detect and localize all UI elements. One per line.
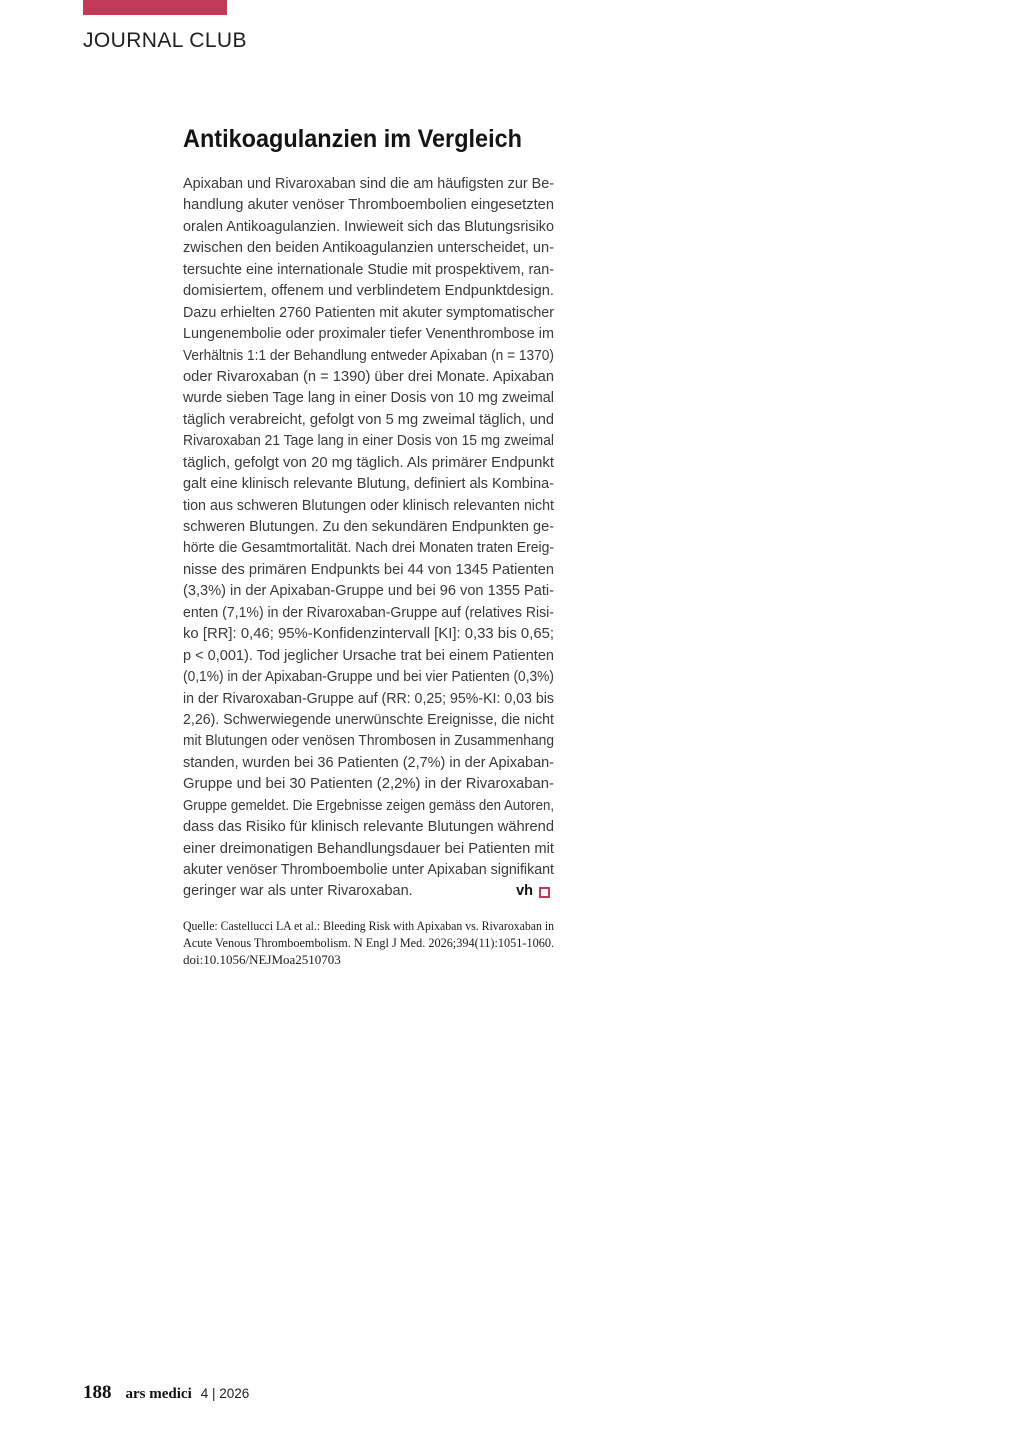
body-line: Gruppe gemeldet. Die Ergebnisse zeigen gemäss den Autoren, xyxy=(183,797,554,814)
closing-line-row xyxy=(183,881,554,902)
citation-line: Acute Venous Thromboembolism. N Engl J Med. 2026;394(11):1051-1060. xyxy=(183,935,554,950)
citation-line: Quelle: Castellucci LA et al.: Bleeding Risk with Apixaban vs. Rivaroxaban in xyxy=(183,918,554,933)
page-footer xyxy=(83,1382,249,1404)
journal-name: ars medici xyxy=(125,1386,192,1402)
author-initials: vh xyxy=(516,883,533,900)
source-citation xyxy=(183,917,554,968)
page-number: 188 xyxy=(83,1382,112,1403)
body-line: 2,26). Schwerwiegende unerwünschte Ereignisse, die nicht xyxy=(183,711,554,728)
article-title-text: Antikoagulanzien im Vergleich xyxy=(183,125,522,153)
body-line: p < 0,001). Tod jeglicher Ursache trat bei einem Patienten xyxy=(183,647,554,664)
body-line: hörte die Gesamtmortalität. Nach drei Monaten traten Ereig- xyxy=(183,540,554,557)
author-signature xyxy=(516,881,554,902)
issue-label: 4 | 2026 xyxy=(200,1386,250,1401)
body-line: Apixaban und Rivaroxaban sind die am häufigsten zur Be- xyxy=(183,176,554,192)
article-body xyxy=(183,174,554,903)
body-line: zwischen den beiden Antikoagulanzien unterscheidet, un- xyxy=(183,240,554,257)
body-line: (0,1%) in der Apixaban-Gruppe und bei vier Patienten (0,3%) xyxy=(183,669,554,686)
body-line: wurde sieben Tage lang in einer Dosis von 10 mg zweimal xyxy=(183,390,554,407)
body-line: oralen Antikoagulanzien. Inwieweit sich das Blutungsrisiko xyxy=(183,218,554,235)
section-kicker: JOURNAL CLUB xyxy=(83,29,247,52)
body-line: dass das Risiko für klinisch relevante Blutungen während xyxy=(183,819,554,836)
citation-line: doi:10.1056/NEJMoa2510703 xyxy=(183,952,341,967)
body-line: domisiertem, offenem und verblindetem Endpunktdesign. xyxy=(183,283,554,300)
body-line: Dazu erhielten 2760 Patienten mit akuter symptomatischer xyxy=(183,304,554,321)
body-line: täglich, gefolgt von 20 mg täglich. Als primärer Endpunkt xyxy=(183,454,554,471)
body-line: Rivaroxaban 21 Tage lang in einer Dosis von 15 mg zweimal xyxy=(183,433,554,450)
body-line: (3,3%) in der Apixaban-Gruppe und bei 96 von 1355 Pati- xyxy=(183,583,554,600)
closing-line-text: geringer war als unter Rivaroxaban. xyxy=(183,883,413,900)
body-line: tersuchte eine internationale Studie mit prospektivem, ran- xyxy=(183,261,554,278)
body-line: oder Rivaroxaban (n = 1390) über drei Monate. Apixaban xyxy=(183,368,554,385)
body-line: ko [RR]: 0,46; 95%-Konfidenzintervall [KI]: 0,33 bis 0,65; xyxy=(183,626,554,643)
body-line: nisse des primären Endpunkts bei 44 von 1345 Patienten xyxy=(183,561,554,578)
body-line: mit Blutungen oder venösen Thrombosen in Zusammenhang xyxy=(183,733,554,750)
body-line: akuter venöser Thromboembolie unter Apixaban signifikant xyxy=(183,862,554,878)
article-title xyxy=(183,125,522,154)
section-accent-bar xyxy=(83,0,227,15)
body-line: in der Rivaroxaban-Gruppe auf (RR: 0,25; 95%-KI: 0,03 bis xyxy=(183,690,554,707)
end-of-article-icon xyxy=(539,887,550,898)
body-line: galt eine klinisch relevante Blutung, definiert als Kombina- xyxy=(183,476,554,493)
body-line: handlung akuter venöser Thromboembolien eingesetzten xyxy=(183,197,554,214)
body-line: tion aus schweren Blutungen oder klinisch relevanten nicht xyxy=(183,497,554,514)
body-line: Verhältnis 1:1 der Behandlung entweder Apixaban (n = 1370) xyxy=(183,347,554,364)
body-line: Lungenembolie oder proximaler tiefer Venenthrombose im xyxy=(183,326,554,343)
body-line: standen, wurden bei 36 Patienten (2,7%) in der Apixaban- xyxy=(183,754,554,771)
body-line: schweren Blutungen. Zu den sekundären Endpunkten ge- xyxy=(183,519,554,535)
body-line: täglich verabreicht, gefolgt von 5 mg zweimal täglich, und xyxy=(183,411,554,428)
body-line: einer dreimonatigen Behandlungsdauer bei Patienten mit xyxy=(183,840,554,857)
body-line: Gruppe und bei 30 Patienten (2,2%) in der Rivaroxaban- xyxy=(183,776,554,793)
body-line: enten (7,1%) in der Rivaroxaban-Gruppe auf (relatives Risi- xyxy=(183,604,554,621)
